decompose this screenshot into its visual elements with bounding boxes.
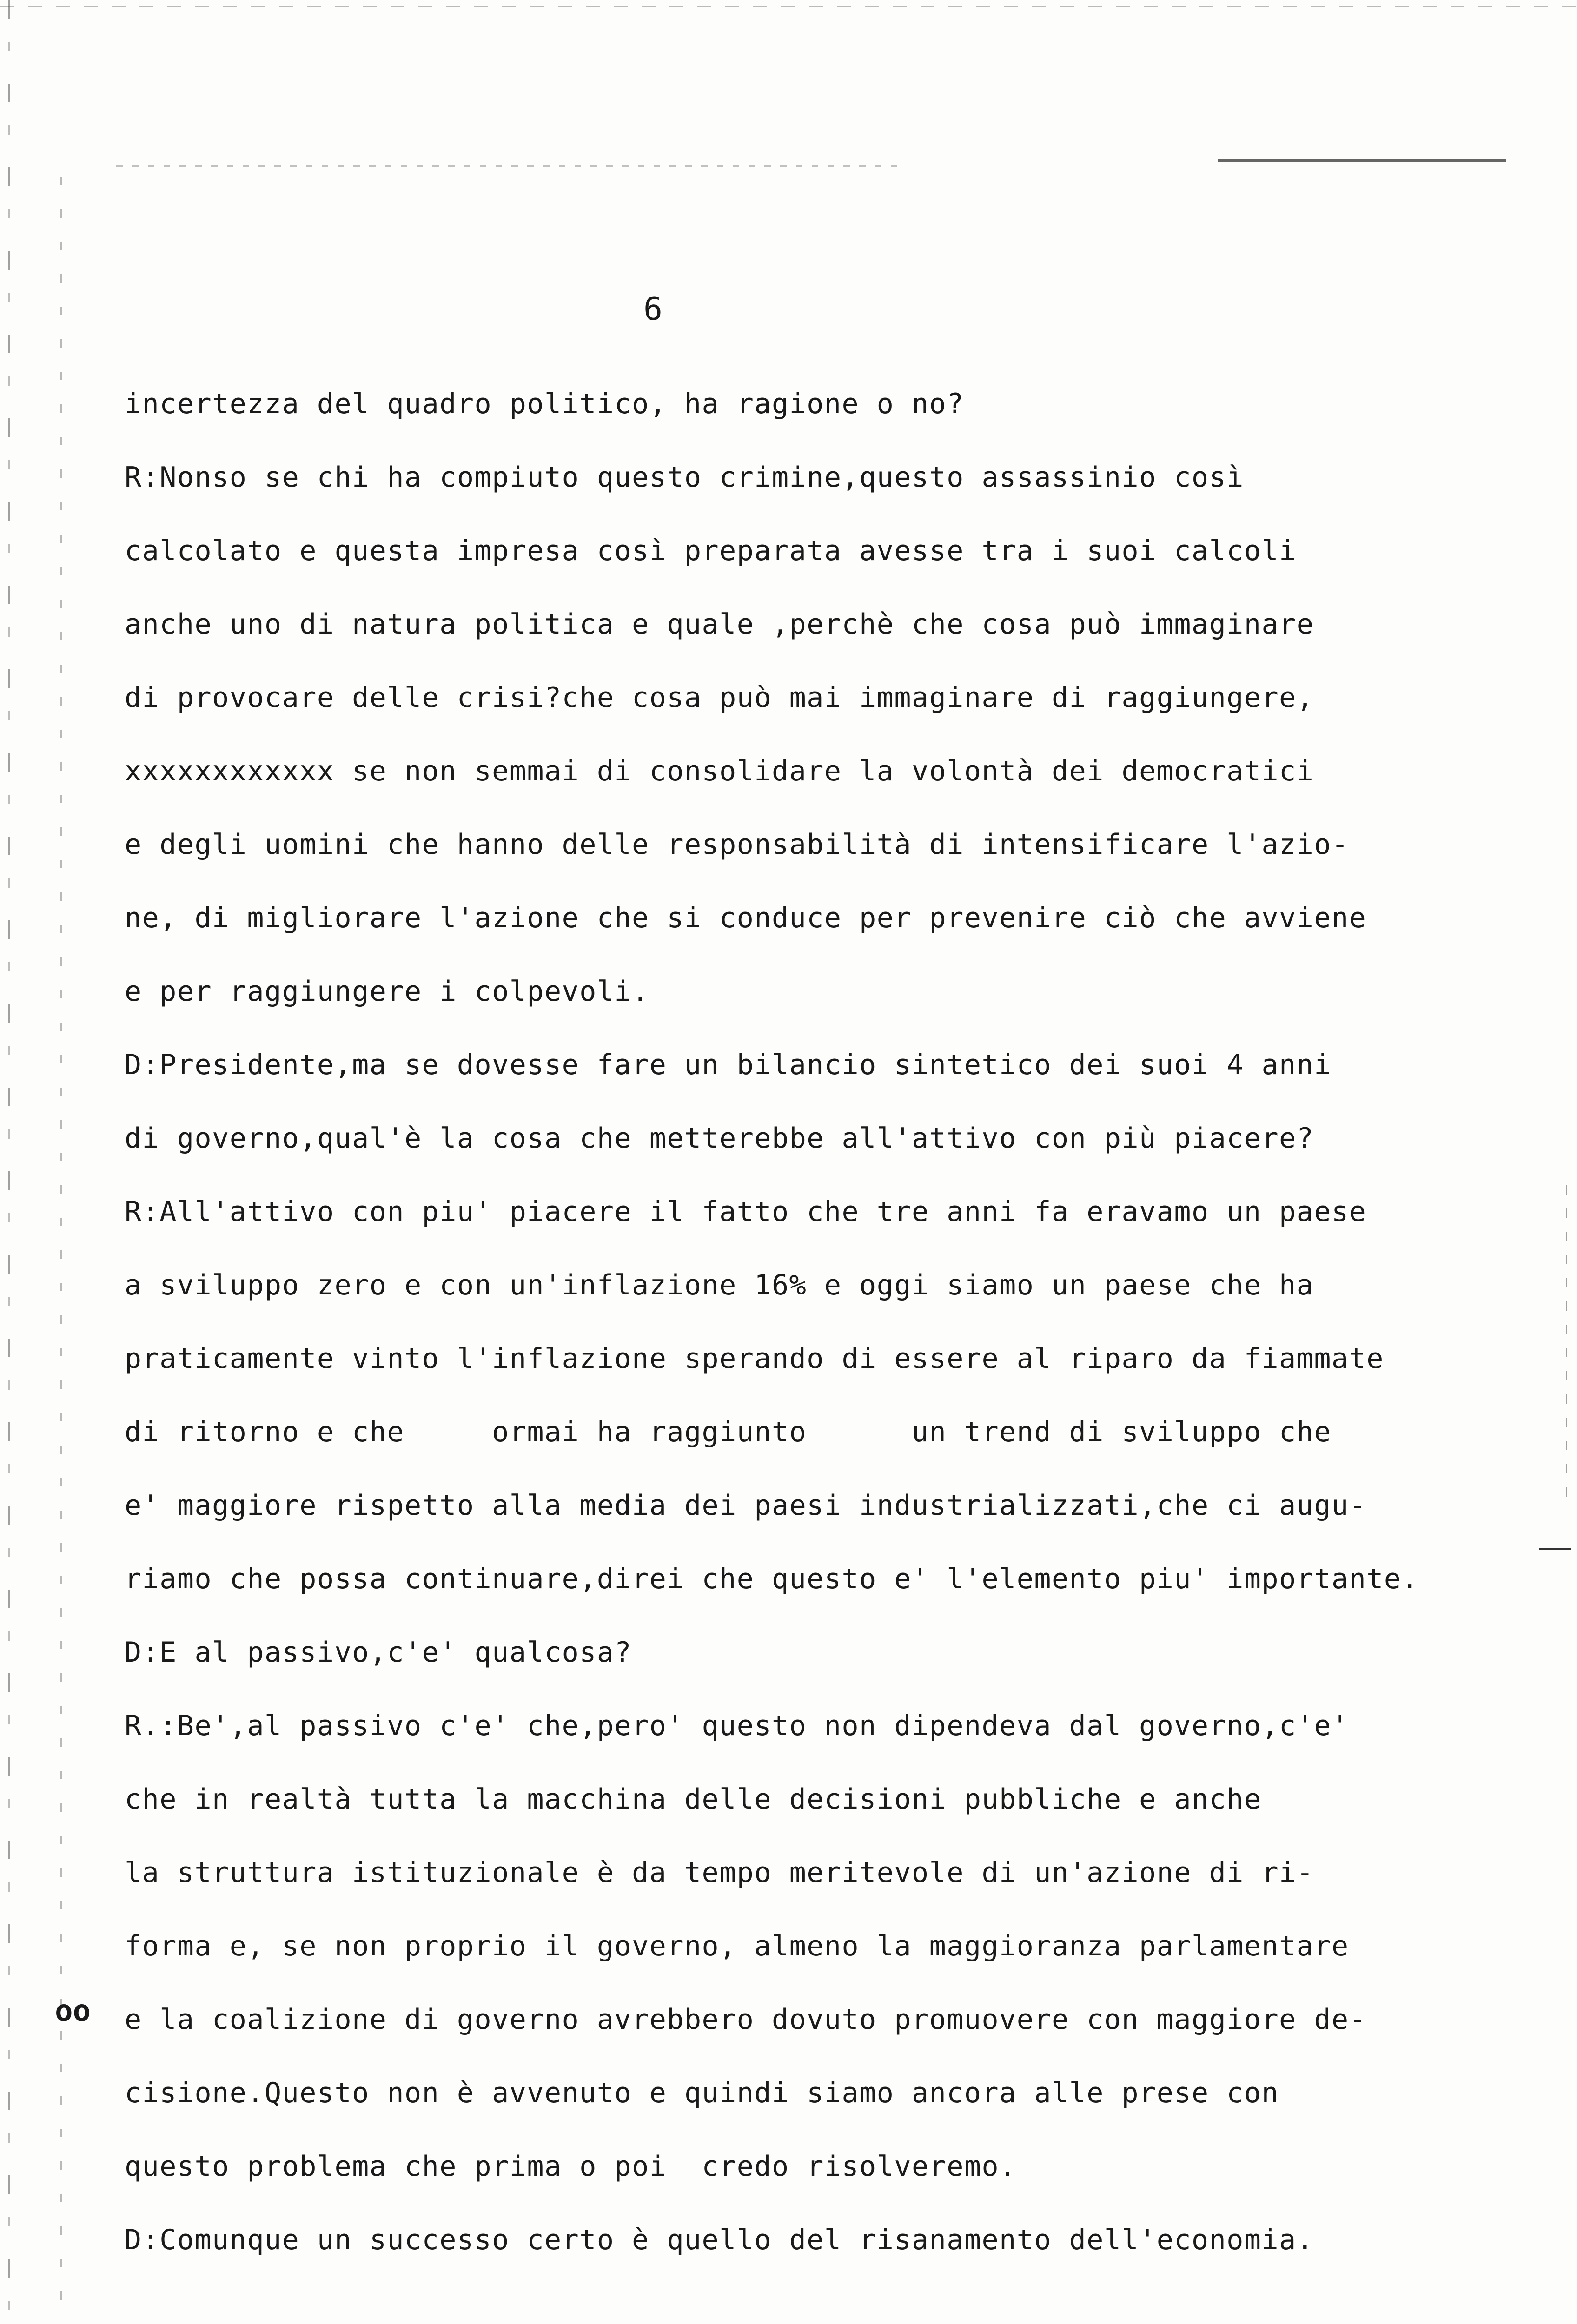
text-line: ne, di migliorare l'azione che si conduce per prevenire ciò che avviene	[125, 902, 1367, 934]
text-line: questo problema che prima o poi credo risolveremo.	[125, 2150, 1017, 2183]
text-line: a sviluppo zero e con un'inflazione 16% e oggi siamo un paese che ha	[125, 1269, 1314, 1301]
text-line: di governo,qual'è la cosa che metterebbe all'attivo con più piacere?	[125, 1122, 1314, 1155]
typed-text-block	[125, 367, 1510, 2277]
text-line: xxxxxxxxxxxx se non semmai di consolidare la volontà dei democratici	[125, 755, 1314, 787]
header-rule	[1218, 159, 1506, 162]
text-line: praticamente vinto l'inflazione sperando di essere al riparo da fiammate	[125, 1342, 1384, 1375]
text-line: e' maggiore rispetto alla media dei paesi industrializzati,che ci augu-	[125, 1489, 1367, 1522]
text-line: anche uno di natura politica e quale ,perchè che cosa può immaginare	[125, 608, 1314, 640]
text-line: D:Presidente,ma se dovesse fare un bilancio sintetico dei suoi 4 anni	[125, 1049, 1332, 1081]
scan-right-edge	[1566, 1185, 1567, 1511]
text-line: di provocare delle crisi?che cosa può mai immaginare di raggiungere,	[125, 681, 1314, 714]
text-line: forma e, se non proprio il governo, almeno la maggioranza parlamentare	[125, 1930, 1349, 1962]
text-line: e la coalizione di governo avrebbero dovuto promuovere con maggiore de-	[125, 2003, 1367, 2036]
margin-dash	[1539, 1548, 1571, 1550]
text-line: riamo che possa continuare,direi che questo e' l'elemento piu' importante.	[125, 1563, 1419, 1595]
text-line: cisione.Questo non è avvenuto e quindi siamo ancora alle prese con	[125, 2077, 1279, 2109]
text-line: R.:Be',al passivo c'e' che,pero' questo non dipendeva dal governo,c'e'	[125, 1710, 1349, 1742]
text-line: e per raggiungere i colpevoli.	[125, 975, 649, 1008]
text-line: R:All'attivo con piu' piacere il fatto che tre anni fa eravamo un paese	[125, 1195, 1367, 1228]
text-line: la struttura istituzionale è da tempo meritevole di un'azione di ri-	[125, 1856, 1314, 1889]
faint-header-rule	[116, 165, 907, 167]
text-line: che in realtà tutta la macchina delle decisioni pubbliche e anche	[125, 1783, 1262, 1816]
text-line: D:Comunque un successo certo è quello del risanamento dell'economia.	[125, 2224, 1314, 2256]
text-line: e degli uomini che hanno delle responsabilità di intensificare l'azio-	[125, 828, 1349, 861]
text-line: R:Nonso se chi ha compiuto questo crimine,questo assassinio così	[125, 461, 1244, 494]
text-line: calcolato e questa impresa così preparata avesse tra i suoi calcoli	[125, 535, 1297, 567]
punch-hole-mark: oo	[55, 1994, 91, 2028]
scan-left-edge	[8, 0, 10, 2324]
text-line: di ritorno e che ormai ha raggiunto un trend di sviluppo che	[125, 1416, 1332, 1448]
text-line: incertezza del quadro politico, ha ragione o no?	[125, 388, 964, 420]
scan-top-mark	[0, 6, 1577, 7]
text-line: D:E al passivo,c'e' qualcosa?	[125, 1636, 632, 1669]
page-number: 6	[643, 291, 663, 328]
